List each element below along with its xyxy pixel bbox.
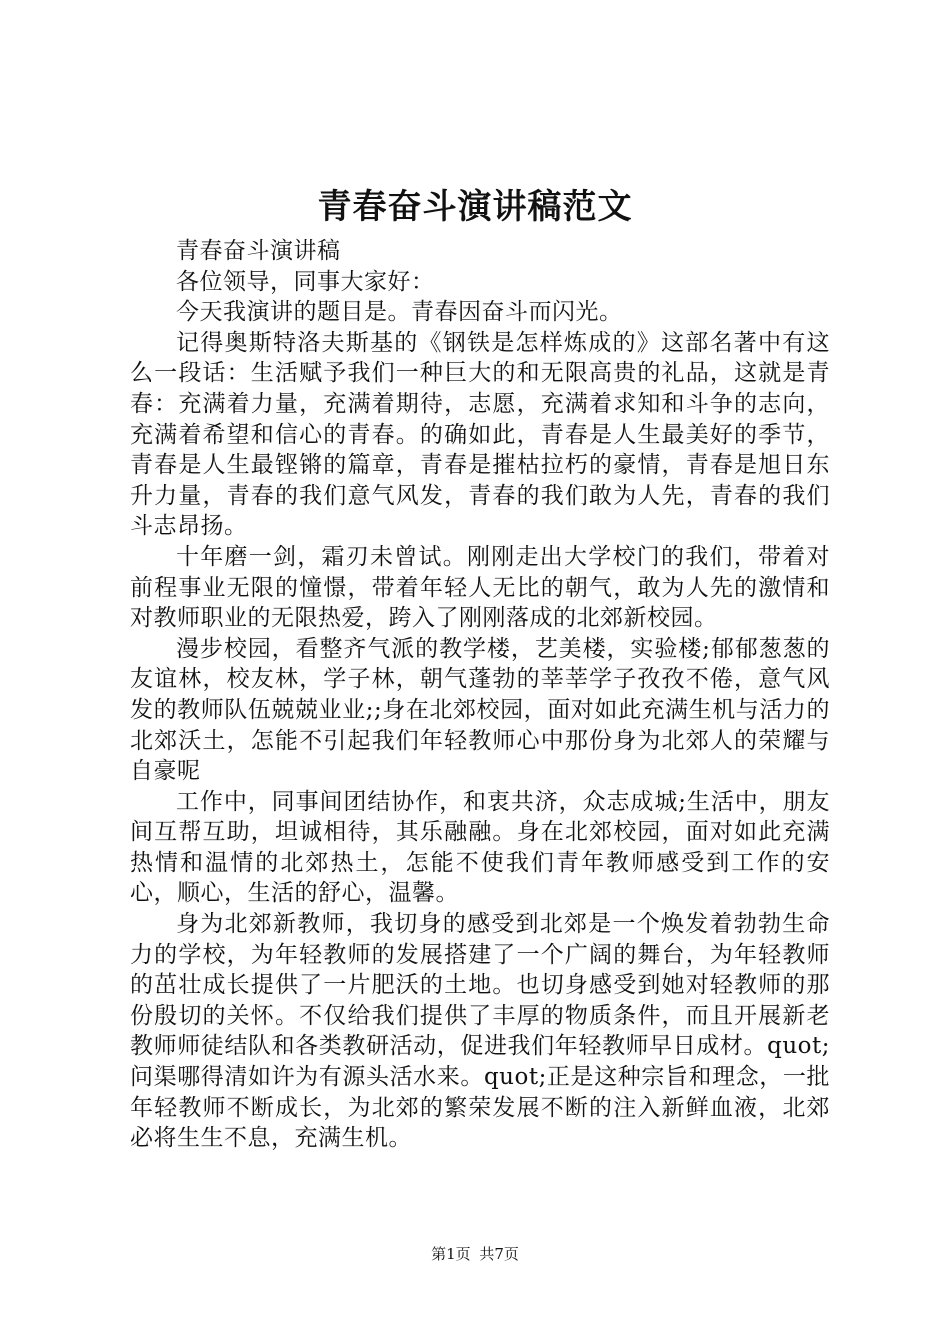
paragraph: 工作中，同事间团结协作，和衷共济，众志成城;生活中，朋友间互帮互助，坦诚相待，其乐融融。身在北郊校园，面对如此充满热情和温情的北郊热土，怎能不使我们青年教师感受到工作的安心，顺心，生活的舒心，温馨。 bbox=[130, 788, 830, 907]
paragraph: 今天我演讲的题目是。青春因奋斗而闪光。 bbox=[176, 299, 623, 326]
paragraph: 十年磨一剑，霜刃未曾试。刚刚走出大学校门的我们，带着对前程事业无限的憧憬，带着年轻人无比的朝气，敢为人先的激情和对教师职业的无限热爱，跨入了刚刚落成的北郊新校园。 bbox=[130, 543, 830, 632]
paragraph: 身为北郊新教师，我切身的感受到北郊是一个焕发着勃勃生命力的学校，为年轻教师的发展搭建了一个广阔的舞台，为年轻教师的茁壮成长提供了一片肥沃的土地。也切身感受到她对轻教师的那份殷切的关怀。不仅给我们提供了丰厚的物质条件，而且开展新老教师师徒结队和各类教研活动，促进我们年轻教师早日成材。quot;问渠哪得清如许为有源头活水来。quot;正是这种宗旨和理念，一批年轻教师不断成长，为北郊的繁荣发展不断的注入新鲜血液，北郊必将生生不息，充满生机。 bbox=[130, 911, 830, 1152]
document-body bbox=[130, 236, 830, 1154]
paragraph: 青春奋斗演讲稿 bbox=[176, 238, 341, 264]
paragraph: 记得奥斯特洛夫斯基的《钢铁是怎样炼成的》这部名著中有这么一段话：生活赋予我们一种巨大的和无限高贵的礼品，这就是青春：充满着力量，充满着期待，志愿，充满着求知和斗争的志向，充满着希望和信心的青春。的确如此，青春是人生最美好的季节，青春是人生最铿锵的篇章，青春是摧枯拉朽的豪情，青春是旭日东升力量，青春的我们意气风发，青春的我们敢为人先，青春的我们斗志昂扬。 bbox=[130, 329, 830, 540]
paragraph: 漫步校园，看整齐气派的教学楼，艺美楼，实验楼;郁郁葱葱的友谊林，校友林，学子林，朝气蓬勃的莘莘学子孜孜不倦，意气风发的教师队伍兢兢业业;;身在北郊校园，面对如此充满生机与活力的北郊沃土，怎能不引起我们年轻教师心中那份身为北郊人的荣耀与自豪呢 bbox=[130, 635, 830, 785]
page-number: 第1页 bbox=[431, 1245, 471, 1263]
page-total: 共7页 bbox=[479, 1245, 519, 1263]
paragraph: 各位领导，同事大家好： bbox=[176, 268, 435, 295]
page-footer bbox=[0, 1244, 950, 1264]
document-title: 青春奋斗演讲稿范文 bbox=[317, 187, 633, 227]
